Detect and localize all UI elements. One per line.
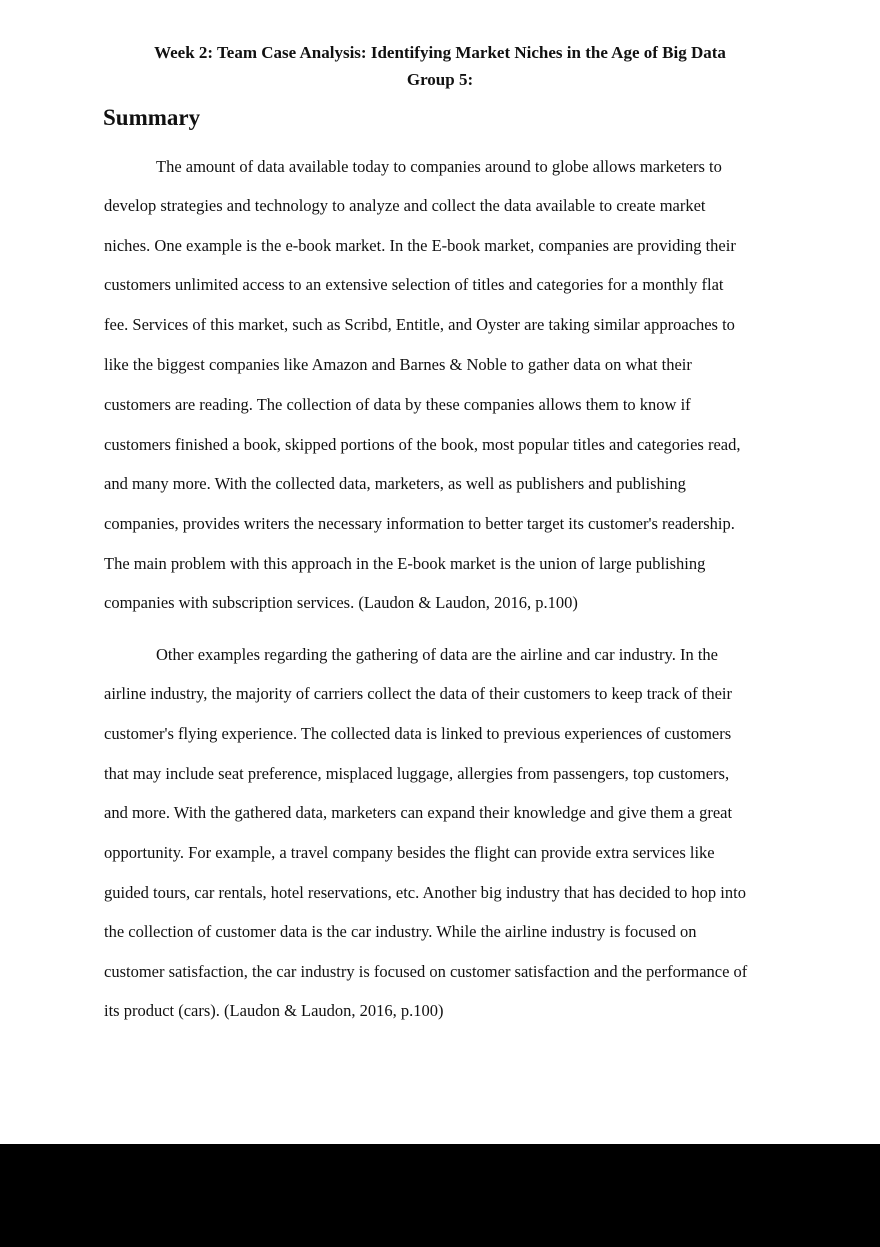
text-line: develop strategies and technology to analyze and collect the data available to create market [104, 196, 706, 215]
text-line: customer satisfaction, the car industry is focused on customer satisfaction and the performance of [104, 962, 748, 981]
text-line: customers are reading. The collection of data by these companies allows them to know if [104, 395, 691, 414]
bottom-black-bar [0, 1144, 880, 1247]
text-line: the collection of customer data is the car industry. While the airline industry is focused on [104, 922, 697, 941]
text-line: customers finished a book, skipped portions of the book, most popular titles and categories read, [104, 435, 741, 454]
text-line: customer's flying experience. The collected data is linked to previous experiences of customers [104, 724, 732, 743]
text-line: companies with subscription services. (Laudon & Laudon, 2016, p.100) [104, 593, 578, 612]
text-line: niches. One example is the e-book market. In the E-book market, companies are providing their [104, 236, 736, 255]
text-line: airline industry, the majority of carriers collect the data of their customers to keep track of their [104, 684, 732, 703]
text-line: customers unlimited access to an extensive selection of titles and categories for a monthly flat [104, 275, 724, 294]
text-line: The main problem with this approach in the E-book market is the union of large publishing [104, 554, 706, 573]
section-heading: Summary [103, 105, 201, 130]
document-subtitle: Group 5: [406, 70, 474, 89]
text-line: that may include seat preference, misplaced luggage, allergies from passengers, top customers, [104, 764, 730, 783]
text-line: The amount of data available today to companies around to globe allows marketers to [156, 157, 722, 176]
text-line: guided tours, car rentals, hotel reservations, etc. Another big industry that has decided to hop into [104, 883, 746, 902]
text-line: and more. With the gathered data, marketers can expand their knowledge and give them a great [104, 803, 733, 822]
text-line: and many more. With the collected data, marketers, as well as publishers and publishing [104, 474, 686, 493]
text-line: opportunity. For example, a travel company besides the flight can provide extra services like [104, 843, 715, 862]
text-line: fee. Services of this market, such as Scribd, Entitle, and Oyster are taking similar approaches to [104, 315, 735, 334]
text-line: Other examples regarding the gathering of data are the airline and car industry. In the [156, 645, 718, 664]
text-line: like the biggest companies like Amazon and Barnes & Noble to gather data on what their [104, 355, 692, 374]
document-title: Week 2: Team Case Analysis: Identifying Market Niches in the Age of Big Data [154, 43, 726, 62]
text-line: companies, provides writers the necessary information to better target its customer's readership. [104, 514, 735, 533]
text-line: its product (cars). (Laudon & Laudon, 2016, p.100) [104, 1001, 444, 1020]
